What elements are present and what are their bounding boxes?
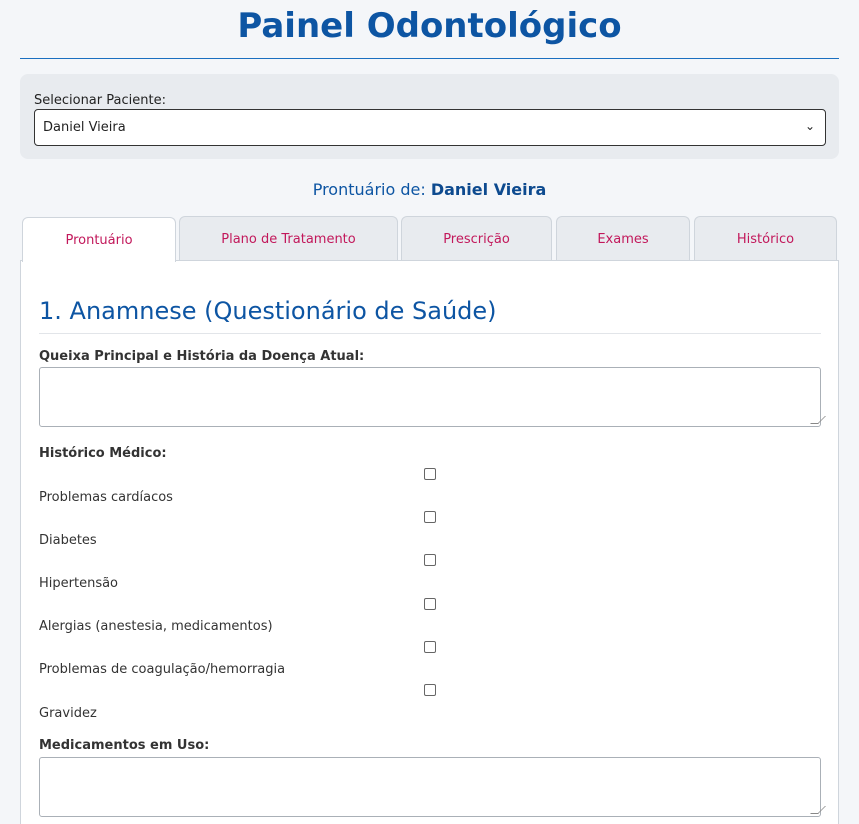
- checkbox-hipertensao[interactable]: [424, 554, 436, 566]
- medications-textarea[interactable]: [39, 757, 821, 817]
- checkbox-coagulacao[interactable]: [424, 641, 436, 653]
- condition-label: Problemas de coagulação/hemorragia: [39, 662, 286, 677]
- tab-prescricao[interactable]: [401, 216, 552, 261]
- record-header: [20, 180, 839, 199]
- tab-historico[interactable]: [694, 216, 837, 261]
- tab-prontuario[interactable]: [22, 217, 176, 262]
- checkbox-diabetes[interactable]: [424, 511, 436, 523]
- tab-content-panel: [20, 260, 839, 824]
- chevron-down-icon: ⌄: [804, 119, 815, 133]
- complaint-label: Queixa Principal e História da Doença Atual:: [39, 349, 365, 364]
- checkbox-problemas-cardiacos[interactable]: [424, 468, 436, 480]
- record-prefix: Prontuário de:: [312, 180, 426, 199]
- resize-handle-icon[interactable]: [810, 806, 826, 814]
- condition-label: Diabetes: [39, 533, 97, 548]
- condition-label: Gravidez: [39, 706, 97, 721]
- record-patient-name: Daniel Vieira: [430, 180, 547, 199]
- patient-select-value: Daniel Vieira: [43, 120, 126, 135]
- section-divider: [39, 333, 821, 334]
- checkbox-gravidez[interactable]: [424, 684, 436, 696]
- section-title: 1. Anamnese (Questionário de Saúde): [39, 297, 497, 325]
- complaint-textarea[interactable]: [39, 367, 821, 427]
- condition-label: Problemas cardíacos: [39, 490, 173, 505]
- page-title: Painel Odontológico: [237, 6, 622, 46]
- checkbox-alergias[interactable]: [424, 598, 436, 610]
- title-divider: [20, 58, 839, 59]
- condition-label: Hipertensão: [39, 576, 119, 591]
- patient-selector-panel: [20, 74, 839, 159]
- medical-history-label: Histórico Médico:: [39, 446, 167, 461]
- tab-label: Exames: [597, 232, 649, 247]
- patient-select[interactable]: [34, 109, 826, 146]
- tab-plano-de-tratamento[interactable]: [179, 216, 398, 261]
- tab-label: Histórico: [736, 232, 795, 247]
- resize-handle-icon[interactable]: [810, 416, 826, 424]
- tab-label: Plano de Tratamento: [221, 232, 356, 247]
- tab-label: Prescrição: [443, 232, 510, 247]
- medications-label: Medicamentos em Uso:: [39, 738, 210, 753]
- condition-label: Alergias (anestesia, medicamentos): [39, 619, 273, 634]
- tab-label: Prontuário: [65, 233, 133, 248]
- patient-select-label: Selecionar Paciente:: [34, 93, 166, 108]
- tab-exames[interactable]: [556, 216, 690, 261]
